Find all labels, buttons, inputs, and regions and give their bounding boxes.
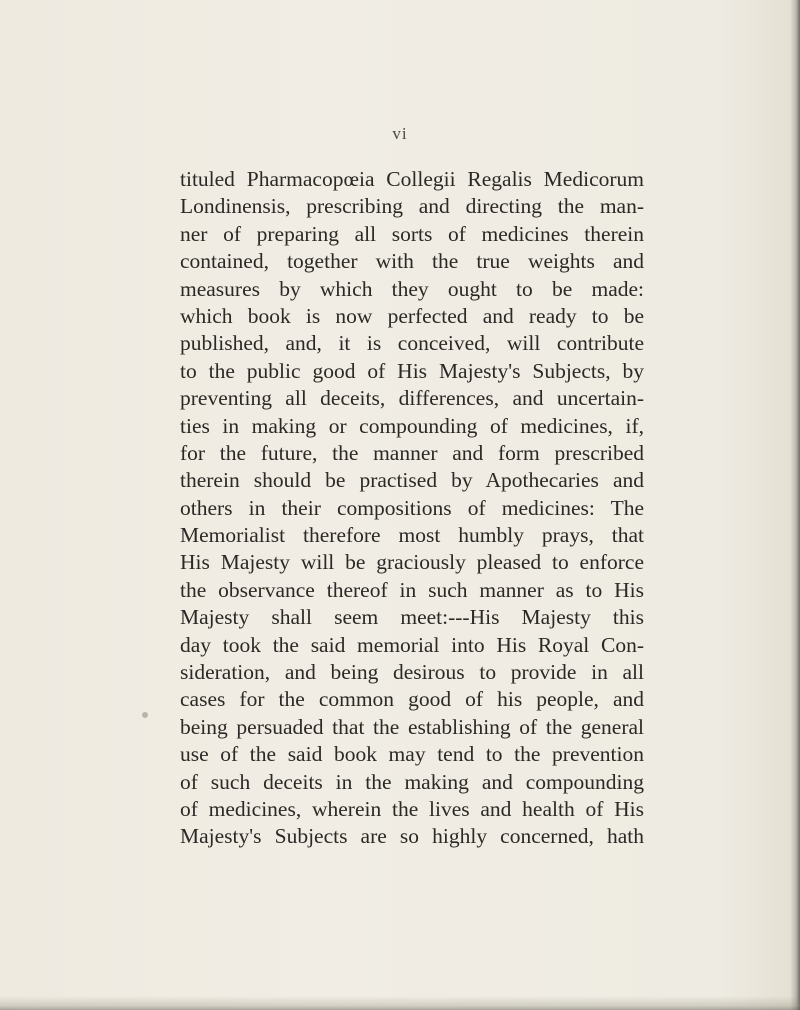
- text-line: the observance thereof in such manner as to His: [180, 577, 644, 602]
- text-line: of medicines, wherein the lives and health of His: [180, 796, 644, 821]
- text-line: sideration, and being desirous to provide in all: [180, 660, 644, 685]
- text-line: published, and, it is conceived, will contribute: [180, 331, 644, 356]
- page-edge-shadow: [790, 0, 800, 1010]
- body-text: [180, 166, 644, 851]
- text-line: which book is now perfected and ready to be: [180, 303, 644, 328]
- text-line: His Majesty will be graciously pleased to enforce: [180, 550, 644, 575]
- text-line: use of the said book may tend to the prevention: [180, 742, 644, 767]
- text-line: Majesty's Subjects are so highly concerned, hath: [180, 824, 644, 849]
- text-line: Londinensis, prescribing and directing the man-: [180, 194, 644, 219]
- text-line: for the future, the manner and form prescribed: [180, 440, 644, 465]
- paper-speck: [142, 712, 148, 718]
- text-line: Memorialist therefore most humbly prays, that: [180, 523, 644, 548]
- page-number: vi: [392, 124, 408, 143]
- text-line: measures by which they ought to be made:: [180, 276, 644, 301]
- text-line: of such deceits in the making and compounding: [180, 769, 644, 794]
- text-line: Majesty shall seem meet:---His Majesty this: [180, 605, 644, 630]
- text-line: ner of preparing all sorts of medicines therein: [180, 221, 644, 246]
- text-line: to the public good of His Majesty's Subjects, by: [180, 358, 644, 383]
- text-line: ties in making or compounding of medicines, if,: [180, 413, 644, 438]
- text-line: therein should be practised by Apothecaries and: [180, 468, 644, 493]
- text-line: contained, together with the true weights and: [180, 249, 644, 274]
- text-line: day took the said memorial into His Royal Con-: [180, 632, 644, 657]
- page-bottom-shadow: [0, 996, 800, 1010]
- text-line: being persuaded that the establishing of the general: [180, 714, 644, 739]
- text-line: cases for the common good of his people, and: [180, 687, 644, 712]
- text-line: preventing all deceits, differences, and uncertain-: [180, 386, 644, 411]
- text-line: tituled Pharmacopœia Collegii Regalis Medicorum: [180, 167, 644, 191]
- text-line: others in their compositions of medicines: The: [180, 495, 644, 520]
